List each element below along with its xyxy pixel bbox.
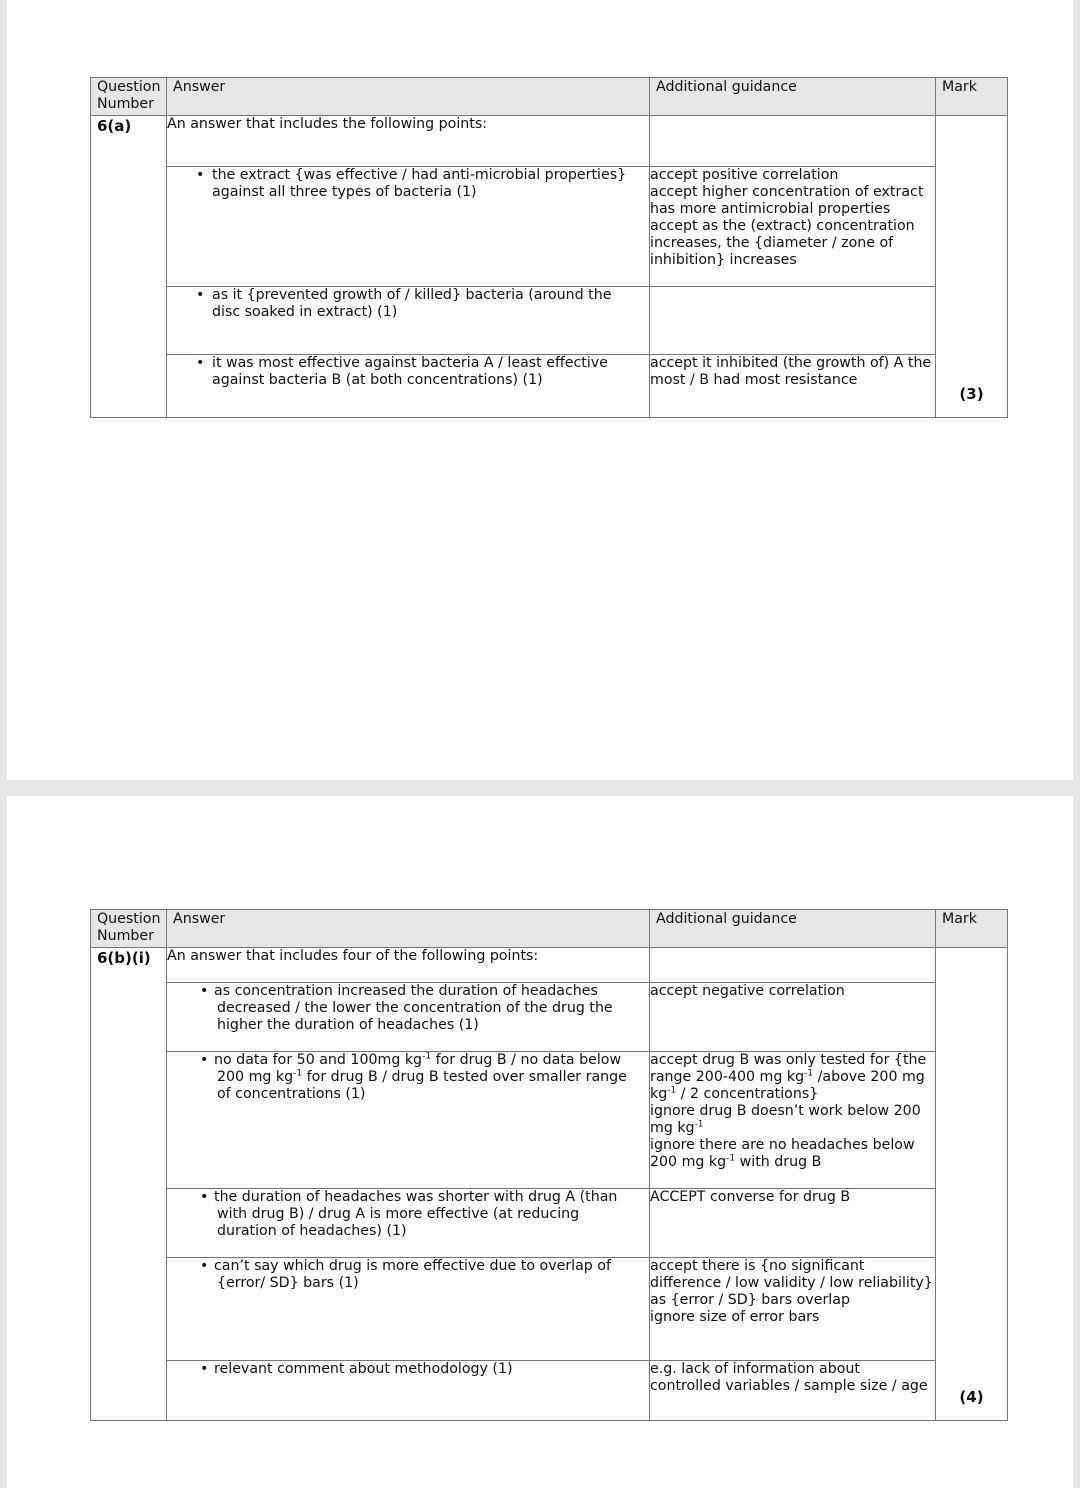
guidance-text xyxy=(650,287,936,355)
answer-intro: An answer that includes four of the following points: xyxy=(167,948,650,983)
page-1 xyxy=(7,0,1073,780)
bullet-icon: • xyxy=(196,167,205,183)
table-row xyxy=(91,983,1008,1052)
answer-point: • the duration of headaches was shorter with drug A (than with drug B) / drug A is more effective (at reducing duration of headaches) (1) xyxy=(200,1189,618,1239)
bullet-icon: • xyxy=(200,1052,209,1068)
header-question-number: Question Number xyxy=(91,78,167,116)
bullet-icon: • xyxy=(200,1258,209,1274)
mark-value: (4) xyxy=(959,1388,984,1406)
header-additional-guidance: Additional guidance xyxy=(650,78,936,116)
header-answer: Answer xyxy=(167,78,650,116)
answer-point: • relevant comment about methodology (1) xyxy=(200,1361,513,1377)
bullet-icon: • xyxy=(196,355,205,371)
guidance-text: accept positive correlation accept higher concentration of extract has more antimicrobial properties accept as the (extract) concentration increases, the {diameter / zone of inhibition} increases xyxy=(650,167,936,287)
table-row xyxy=(91,355,1008,418)
bullet-icon: • xyxy=(200,1189,209,1205)
table-row xyxy=(91,1258,1008,1361)
header-question-number: Question Number xyxy=(91,910,167,948)
bullet-icon: • xyxy=(200,1361,209,1377)
guidance-text: accept negative correlation xyxy=(650,983,936,1052)
header-mark: Mark xyxy=(936,78,1008,116)
guidance-text: accept it inhibited (the growth of) A the most / B had most resistance xyxy=(650,355,936,418)
table-header-row xyxy=(91,78,1008,116)
table-row xyxy=(91,948,1008,983)
answer-point: • the extract {was effective / had anti-microbial properties} against all three types of bacteria (1) xyxy=(196,167,627,200)
table-row xyxy=(91,167,1008,287)
header-answer: Answer xyxy=(167,910,650,948)
answer-point: • can’t say which drug is more effective due to overlap of {error/ SD} bars (1) xyxy=(200,1258,611,1291)
answer-point: • no data for 50 and 100mg $kg^{-1}$ for drug B / no data below 200 mg $kg^{-1}$ for drug B / drug B tested over smaller range of concentrations (1) xyxy=(200,1051,627,1102)
header-additional-guidance: Additional guidance xyxy=(650,910,936,948)
guidance-text: accept drug B was only tested for {the range 200-400 mg $kg^{-1}$ /above 200 mg $kg^{-1} / 2$ concentrations} ignore drug B doesn’t work below 200 mg $kg^{-1}$ ignore there are no headaches below 200 mg $kg^{-1}$ with drug B xyxy=(650,1052,936,1189)
page-2 xyxy=(7,796,1073,1488)
guidance-text: accept there is {no significant difference / low validity / low reliability} as {error / SD} bars overlap ignore size of error bars xyxy=(650,1258,936,1361)
question-number: 6(a) xyxy=(91,116,167,418)
guidance-text: ACCEPT converse for drug B xyxy=(650,1189,936,1258)
answer-point: • as it {prevented growth of / killed} bacteria (around the disc soaked in extract) (1) xyxy=(196,287,612,320)
answer-point: • it was most effective against bacteria A / least effective against bacteria B (at both concentrations) (1) xyxy=(196,355,608,388)
mark-scheme-table-6a xyxy=(90,77,1008,418)
table-header-row xyxy=(91,910,1008,948)
question-number: 6(b)(i) xyxy=(91,948,167,1421)
table-row xyxy=(91,1189,1008,1258)
table-row xyxy=(91,1052,1008,1189)
mark-cell xyxy=(936,948,1008,1421)
table-row xyxy=(91,116,1008,167)
mark-value: (3) xyxy=(959,385,984,403)
answer-point: • as concentration increased the duration of headaches decreased / the lower the concentration of the drug the higher the duration of headaches (1) xyxy=(200,983,613,1033)
answer-intro: An answer that includes the following points: xyxy=(167,116,650,167)
mark-scheme-table-6bi xyxy=(90,909,1008,1421)
header-mark: Mark xyxy=(936,910,1008,948)
bullet-icon: • xyxy=(196,287,205,303)
table-row xyxy=(91,287,1008,355)
table-row xyxy=(91,1361,1008,1421)
mark-cell xyxy=(936,116,1008,418)
bullet-icon: • xyxy=(200,983,209,999)
guidance-text: e.g. lack of information about controlled variables / sample size / age xyxy=(650,1361,936,1421)
